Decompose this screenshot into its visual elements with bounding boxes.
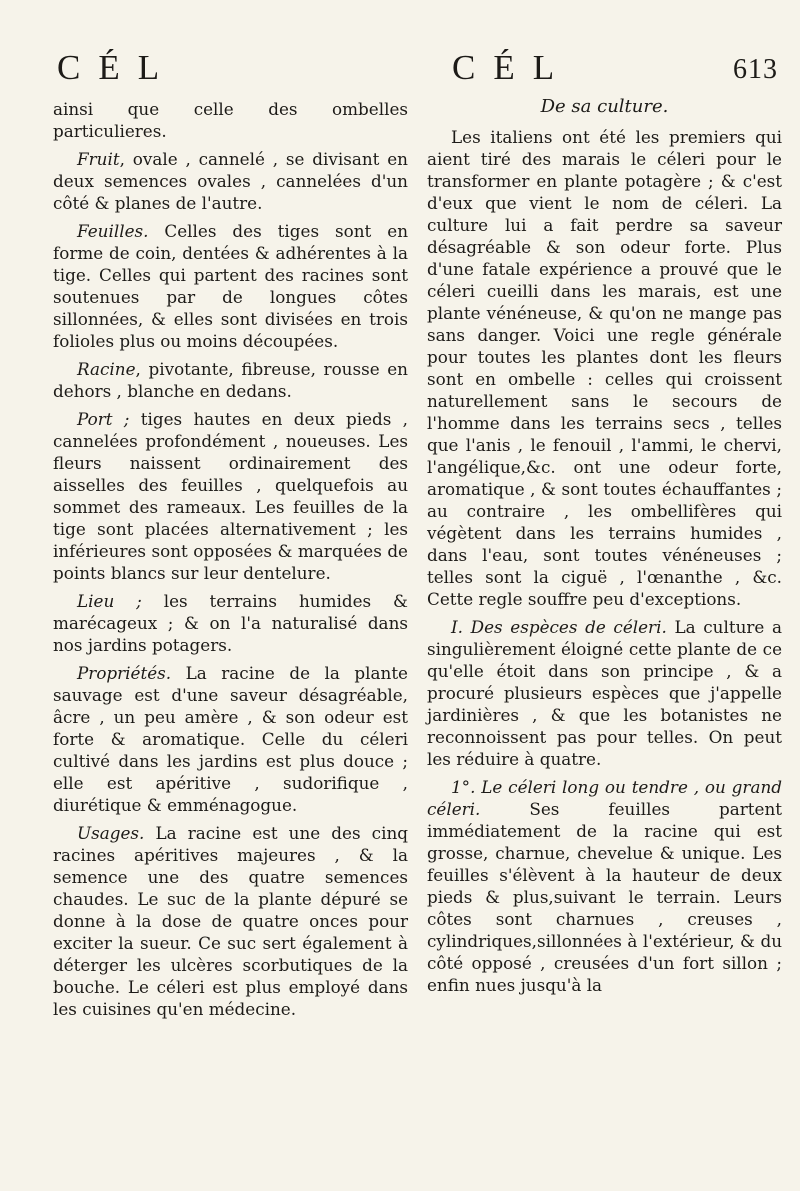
paragraph: Feuilles. Celles des tiges sont en forme de coin, dentées & adhérentes à la tige. Celles qui partent des racines sont soutenues par de longues côtes sillonnées, & elles sont divisées en trois folioles plus ou moins découpées. [53, 221, 408, 351]
paragraph: Propriétés. La racine de la plante sauvage est d'une saveur désagréable, âcre , un peu amère , & son odeur est forte & aromatique. Celle du céleri cultivé dans les jardins est plus douce ; elle est apéritive , sudorifique , diurétique & emménagogue. [53, 663, 408, 815]
section-subheading: De sa culture. [540, 96, 669, 117]
paragraph-lead: Port ; [77, 409, 130, 429]
running-head-left: CÉL [57, 48, 178, 87]
paragraph: Les italiens ont été les premiers qui aient tiré des marais le céleri pour le transformer en plante potagère ; & c'est d'eux que vient le nom de céleri. La culture lui a fait perdre sa saveur désagréable & son odeur forte. Plus d'une fatale expérience a prouvé que le céleri cueilli dans les marais, est une plante vénéneuse, & qu'on ne mange pas sans danger. Voici une regle générale pour toutes les plantes dont les fleurs sont en ombelle : celles qui croissent naturellement sans le secours de l'homme dans les terrains secs , telles que l'anis , le fenouil , l'ammi, le chervi, l'angélique,&c. ont une odeur forte, aromatique , & sont toutes échauffantes ; au contraire , les ombellifères qui végètent dans les terrains humides , dans l'eau, sont toutes vénéneuses ; telles sont la ciguë , l'œnanthe , &c. Cette regle souffre peu d'exceptions. [427, 127, 782, 609]
paragraph-lead: 1°. Le céleri long ou tendre , ou grand céleri. [427, 777, 782, 819]
paragraph-lead: Racine [77, 359, 136, 379]
paragraph-lead: I. Des espèces de céleri. [451, 617, 667, 637]
paragraph-lead: Feuilles. [77, 221, 149, 241]
paragraph: 1°. Le céleri long ou tendre , ou grand céleri. Ses feuilles partent immédiatement de la racine qui est grosse, charnue, chevelue & unique. Les feuilles s'élèvent à la hauteur de deux pieds & plus,suivant le terrain. Leurs côtes sont charnues , creuses , cylindriques,sillonnées à l'extérieur, & du côté opposé , creusées d'un fort sillon ; enfin nues jusqu'à la [427, 777, 782, 995]
paragraph: Usages. La racine est une des cinq racines apéritives majeures , & la semence une des quatre semences chaudes. Le suc de la plante dépuré se donne à la dose de quatre onces pour exciter la sueur. Ce suc sert également à déterger les ulcères scorbutiques de la bouche. Le céleri est plus employé dans les cuisines qu'en médecine. [53, 823, 408, 1019]
paragraph: ainsi que celle des ombelles particulieres. [53, 99, 408, 141]
left-column [53, 48, 408, 1026]
running-head-right: CÉL 613 [427, 48, 782, 98]
page-number: 613 [733, 54, 778, 85]
paragraph-lead: Usages. [77, 823, 145, 843]
paragraph: Racine, pivotante, fibreuse, rousse en dehors , blanche en dedans. [53, 359, 408, 401]
paragraph-lead: Fruit [77, 149, 120, 169]
paragraph: Lieu ; les terrains humides & marécageux ; & on l'a naturalisé dans nos jardins potagers. [53, 591, 408, 655]
right-column-text [427, 126, 782, 996]
left-column-text [53, 98, 408, 1020]
paragraph-lead: Lieu ; [77, 591, 142, 611]
paragraph: I. Des espèces de céleri. La culture a singulièrement éloigné cette plante de ce qu'elle étoit dans son principe , & a procuré plusieurs espèces que j'appelle jardinières , & que les botanistes ne reconnoissent pas pour telles. On peut les réduire à quatre. [427, 617, 783, 769]
paragraph-lead: Propriétés. [77, 663, 172, 683]
paragraph: Fruit, ovale , cannelé , se divisant en deux semences ovales , cannelées d'un côté & planes de l'autre. [53, 149, 408, 213]
paragraph: Port ; tiges hautes en deux pieds , cannelées profondément , noueuses. Les fleurs naissent ordinairement des aisselles des feuilles , quelquefois au sommet des rameaux. Les feuilles de la tige sont placées alternativement ; les inférieures sont opposées & marquées de points blancs sur leur dentelure. [53, 409, 409, 583]
right-column [427, 48, 782, 1002]
